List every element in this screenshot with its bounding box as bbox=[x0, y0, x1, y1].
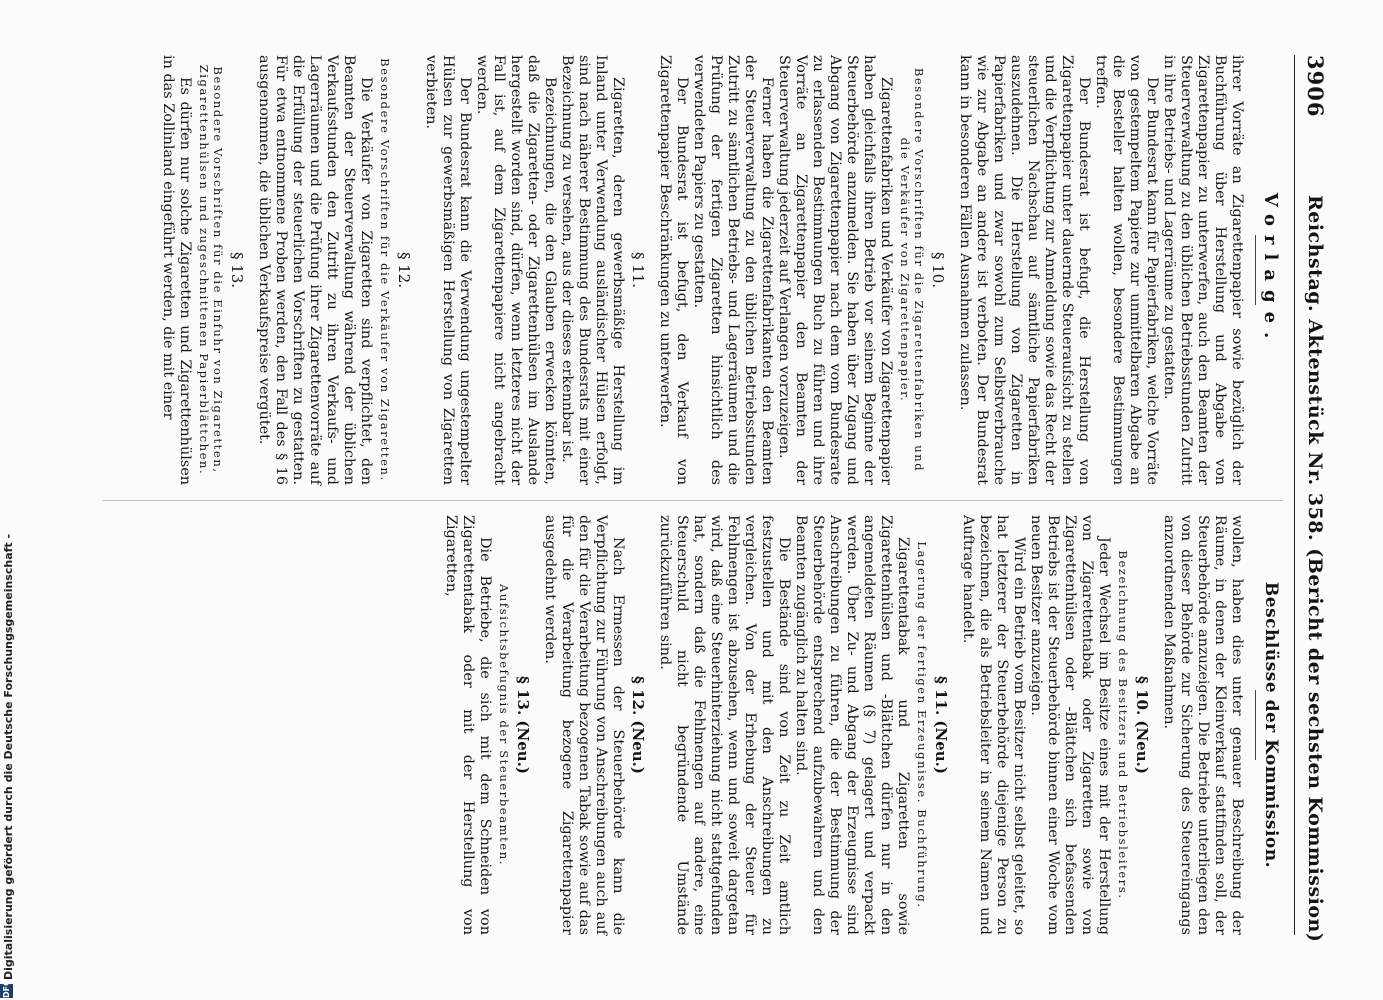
section-12-subheading: Besondere Vorschriften für die Verkäufer von Zigaretten. bbox=[378, 58, 392, 482]
neu-section-10-subheading: Bezeichnung des Besitzers und Betriebsleiters. bbox=[1116, 550, 1130, 900]
section-10-text: Zigarettenfabriken und Verkäufer von Zigarettenpapier haben gleichfalls ihren Betrieb vor seinem Beginne der Steuerbehörde anzumelden. Sie haben über Zugang und Abgang von Zigarettenpapier nach dem vom Bundesrate zu erlassenden Bestimmungen Buch zu führen und ihre Vorräte an Zigarettenpapier den Beamten der Steuerverwaltung jederzeit auf Verlangen vorzuzeigen. bbox=[776, 55, 894, 485]
column-beschluesse bbox=[442, 515, 1283, 935]
section-11-text: Zigaretten, deren gewerbsmäßige Herstellung im Inland unter Verwendung ausländischer Hülsen erfolgt, sind nach näherer Bestimmung des Bundesrats mit einer Bezeichnung zu versehen, aus der dieses erkennbar ist. bbox=[559, 55, 626, 485]
vorlage-para2: Der Bundesrat kann für Papierfabriken, welche Vorräte von gestempeltem Papiere zur unmittelbaren Abgabe an die Besteller halten wollen, besondere Bestimmungen treffen. bbox=[1093, 55, 1160, 485]
dfg-logo: DFG bbox=[2, 979, 11, 998]
vorlage-heading: Vorlage. bbox=[1260, 192, 1281, 348]
heading-rule bbox=[1255, 690, 1256, 760]
section-11-text2: Bezeichnungen, die den Glauben erwecken könnten, daß die Zigaretten- oder Zigarettenhülsen im Auslande hergestellt worden sind, dürfen, wenn letzteres nicht der Fall ist, auf dem Zigarettenpapiere nicht angebracht werden. bbox=[474, 55, 558, 485]
section-13-text: Es dürfen nur solche Zigaretten und Zigarettenhülsen in das Zollinland eingeführt werden, die mit einer bbox=[160, 55, 193, 485]
neu-section-13-subheading: Aufsichtsbefugnis der Steuerbeamten. bbox=[497, 583, 511, 867]
digitization-note: Digitalisierung gefördert durch die Deutsche Forschungsgemeinschaft - bbox=[2, 533, 15, 980]
header-rule bbox=[1294, 55, 1295, 935]
neu-section-10-title: § 10. (Neu.) bbox=[1133, 676, 1151, 774]
neu-section-11-text: Zigarettentabak und Zigaretten sowie Zigarettenhülsen und -Blättchen dürfen nur in den angemeldeten Räumen (§ 7) gelagert und verpackt werden. Über Zu- und Abgang der Erzeugnisse sind Anschreibungen zu führen, die der Bestimmung der Steuerbehörde entsprechend aufzubewahren und den Beamten zugänglich zu halten sind. bbox=[793, 515, 911, 935]
section-10-text2: Ferner haben die Zigarettenfabrikanten den Beamten der Steuerverwaltung zu den üblichen Betriebsstunden Zutritt zu sämtlichen Betriebs- und Lagerräumen und die Prüfung der fertigen Zigaretten hinsichtlich des verwendeten Papiers zu gestatten. bbox=[691, 55, 775, 485]
column-vorlage bbox=[159, 55, 1283, 485]
neu-section-13-text: Die Betriebe, die sich mit dem Schneiden von Zigarettentabak oder mit der Herstellung von Zigaretten, bbox=[443, 515, 493, 935]
header-title bbox=[1304, 195, 1326, 942]
section-11-title: § 11. bbox=[629, 251, 647, 289]
section-10-title: § 10. bbox=[929, 251, 947, 289]
neu-section-10-text: Jeder Wechsel im Besitze eines mit der Herstellung von Zigarettentabak oder Zigaretten sowie von Zigarettenhülsen oder -Blättchen sich befassenden Betriebs ist der Steuerbehörde binnen einer Woche vom neuen Besitzer anzuzeigen. bbox=[1028, 515, 1112, 935]
header-subtitle: (Bericht der sechsten Kommission) bbox=[1304, 548, 1326, 943]
section-12-text: Die Verkäufer von Zigaretten sind verpflichtet, den Beamten der Steuerverwaltung während der üblichen Verkaufsstunden den Zutritt zu ihren Verkaufs- und Lagerräumen und die Prüfung ihrer Zigarettenvorräte auf die Erfüllung der steuerlichen Vorschriften zu gestatten. Für etwa entnommene Proben werden, den Fall des § 16 ausgenommen, die üblichen Verkaufspreise vergütet. bbox=[256, 55, 374, 485]
column-separator bbox=[103, 500, 1283, 501]
vorlage-intro: ihrer Vorräte an Zigarettenpapier sowie bezüglich der Buchführung über Herstellung und Abgabe von Zigarettenpapier zu unterwerfen, auch den Beamten der Steuerverwaltung zu den üblichen Betriebsstunden Zutritt in ihre Betriebs- und Lagerräume zu gestatten. bbox=[1161, 55, 1245, 485]
section-10-text3: Der Bundesrat ist befugt, den Verkauf von Zigarettenpapier Beschränkungen zu unterwerfen. bbox=[657, 55, 690, 485]
neu-section-11-title: § 11. (Neu.) bbox=[932, 676, 950, 774]
vorlage-para3: Der Bundesrat ist befugt, die Herstellung von Zigarettenpapier unter dauernde Steueraufsicht zu stellen und die Verpflichtung zur Anmeldung sowie das Recht der steuerlichen Nachschau auf sämtliche Papierfabriken auszudehnen. Die Herstellung von Zigaretten in Papierfabriken und zwar sowohl zum Selbstverbrauche wie zur Abgabe an andere ist verboten. Der Bundesrat kann in besonderen Fällen Ausnahmen zulassen. bbox=[957, 55, 1092, 485]
header-title-text: Reichstag. Aktenstück Nr. 358. bbox=[1304, 195, 1326, 542]
vorlage-heading-rule bbox=[1255, 235, 1256, 305]
neu-section-12-text: Nach Ermessen der Steuerbehörde kann die Verpflichtung zur Führung von Anschreibungen auch auf den für die Verarbeitung bezogenen Tabak sowie auf das für die Verarbeitung bezogene Zigarettenpapier ausgedehnt werden. bbox=[542, 515, 626, 935]
section-13-title: § 13. bbox=[228, 251, 246, 289]
page-number: 3906 bbox=[1303, 55, 1328, 118]
section-11-text3: Der Bundesrat kann die Verwendung ungestempelter Hülsen zur gewerbsmäßigen Herstellung von Zigaretten verbieten. bbox=[423, 55, 473, 485]
neu-section-11-subheading: Lagerung der fertigen Erzeugnisse. Buchführung. bbox=[915, 541, 929, 909]
running-header bbox=[1298, 55, 1328, 943]
neu-section-13-title: § 13. (Neu.) bbox=[514, 676, 532, 774]
beschluesse-heading: Beschlüsse der Kommission. bbox=[1261, 581, 1281, 869]
neu-section-11-text2: Die Bestände sind von Zeit zu Zeit amtlich festzustellen und mit den Anschreibungen zu vergleichen. Von der Erhebung der Steuer für Fehlmengen ist abzusehen, wenn und soweit dargetan wird, daß eine Steuerhinterziehung nicht stattgefunden hat, sondern daß die Fehlmengen auf andere, eine Steuerschuld nicht begründende Umstände zurückzuführen sind. bbox=[657, 515, 792, 935]
section-13-subheading: Besondere Vorschriften für die Einfuhr von Zigaretten, Zigarettenhülsen und zugeschnittenen Papierblättchen. bbox=[197, 64, 225, 476]
section-10-subheading: Besondere Vorschriften für die Zigarettenfabriken und die Verkäufer von Zigarettenpapier. bbox=[898, 67, 926, 473]
neu-section-10-text2: Wird ein Betrieb vom Besitzer nicht selbst geleitet, so hat letzterer der Steuerbehörde diejenige Person zu bezeichnen, die als Betriebsleiter in seinem Namen und Auftrage handelt. bbox=[960, 515, 1027, 935]
beschluesse-intro: wollen, haben dies unter genauer Beschreibung der Räume, in denen der Kleinverkauf stattfinden soll, der Steuerbehörde anzuzeigen. Die Betriebe unterliegen den von dieser Behörde zur Sicherung des Steuereingangs anzuordnenden Maßnahmen. bbox=[1161, 515, 1245, 935]
neu-section-12-title: § 12. (Neu.) bbox=[629, 676, 647, 774]
section-12-title: § 12. bbox=[395, 251, 413, 289]
